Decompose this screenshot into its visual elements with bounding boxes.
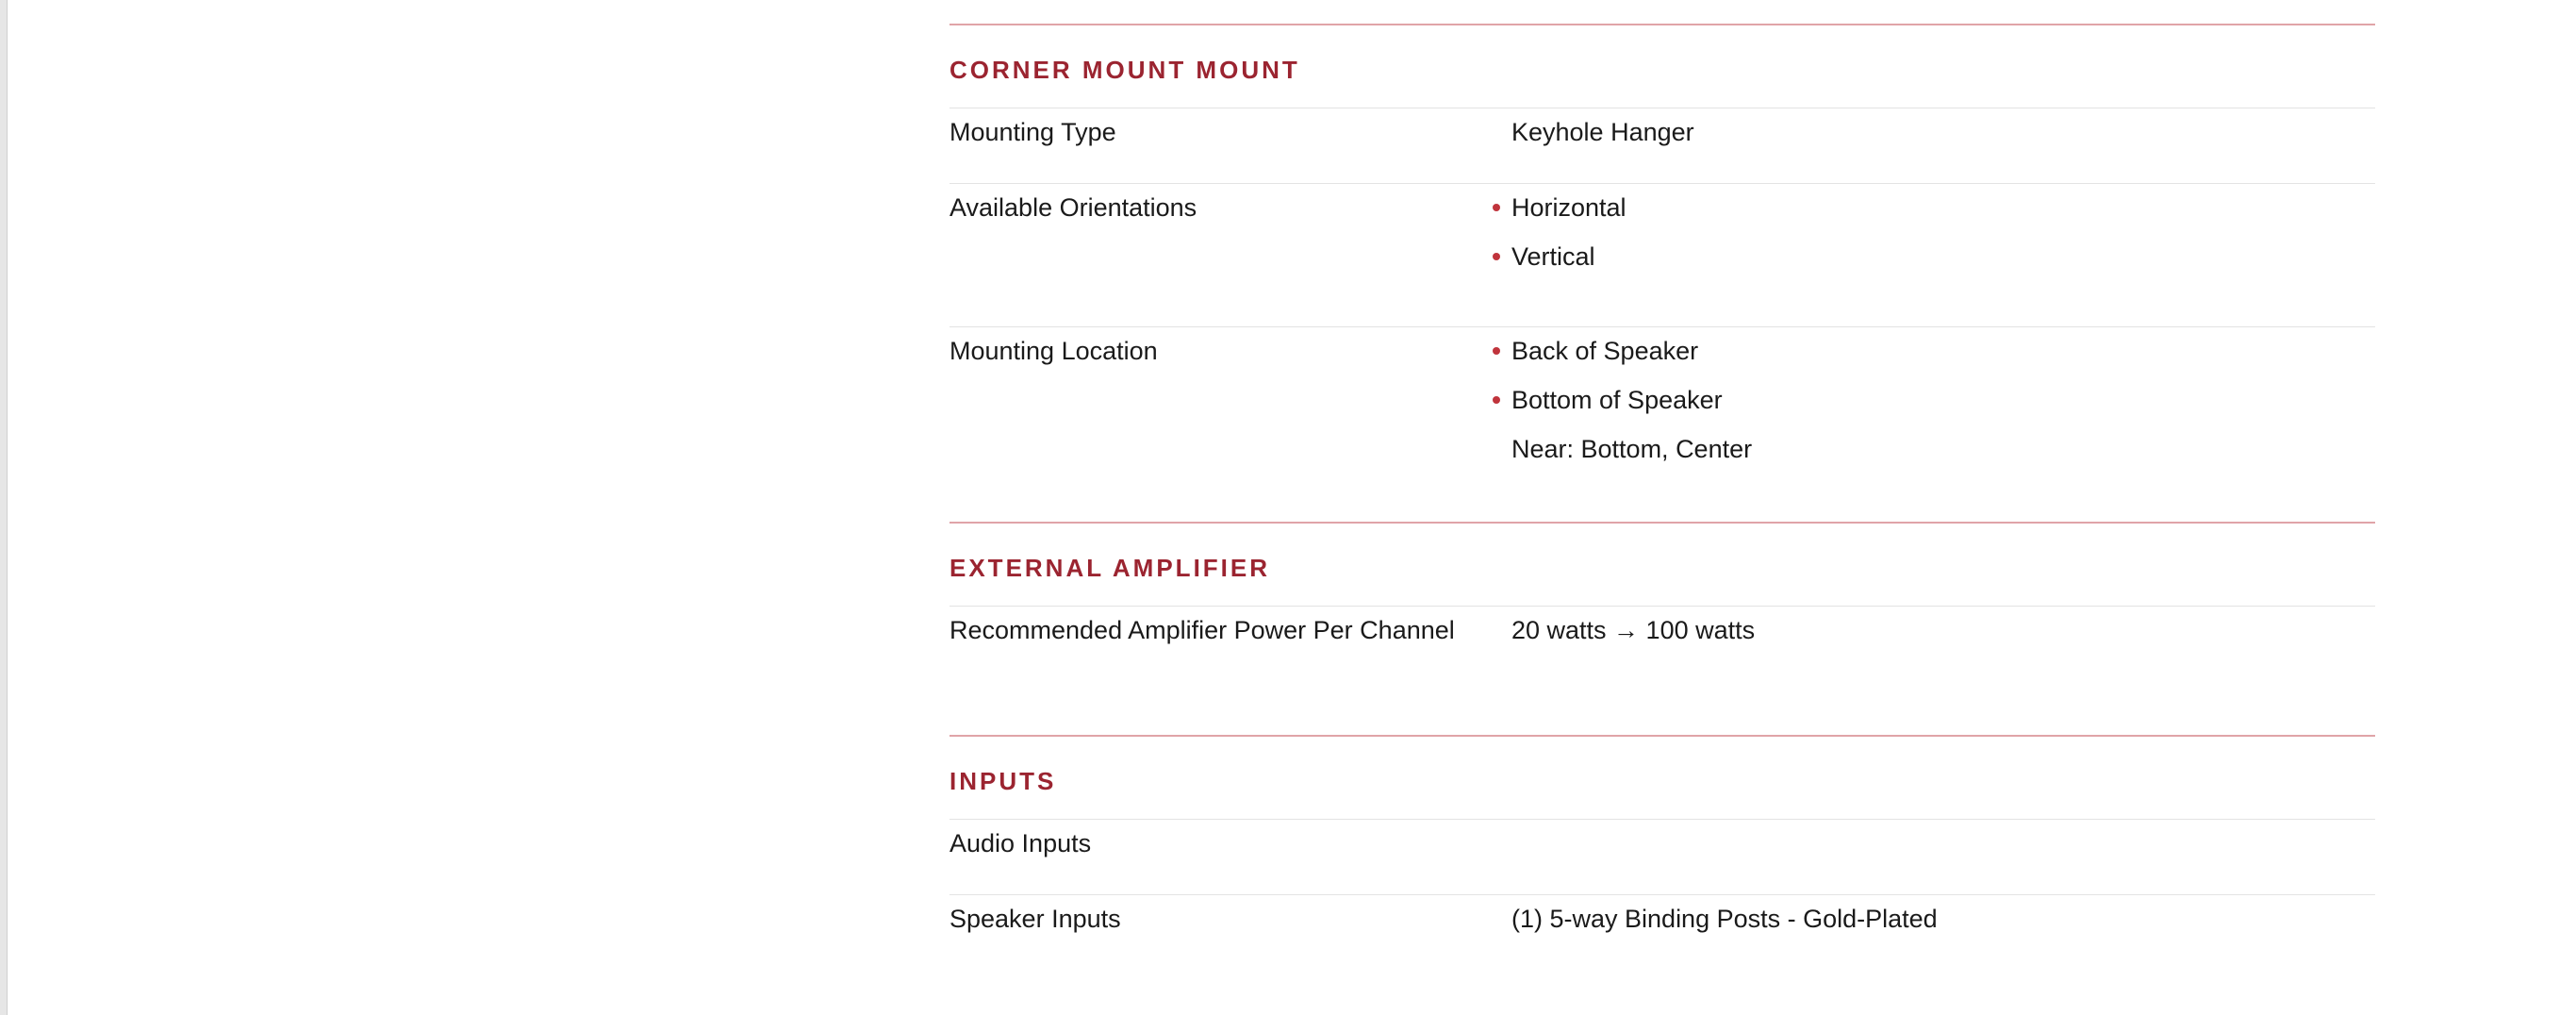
spec-row-recommended-amplifier-power — [949, 607, 2375, 735]
value-item: Vertical — [1511, 241, 2375, 291]
spec-row-audio-inputs — [949, 820, 2375, 895]
spec-label: Mounting Location — [949, 337, 1158, 365]
value-list — [1511, 904, 2375, 953]
section-title: CORNER MOUNT MOUNT — [949, 25, 2375, 108]
value-list — [1511, 336, 2375, 483]
value-item: Keyhole Hanger — [1511, 118, 1694, 146]
spec-row-mounting-type — [949, 108, 2375, 184]
spec-sheet — [949, 24, 2375, 971]
value-item: (1) 5-way Binding Posts - Gold-Plated — [1511, 905, 1938, 933]
page-edge — [0, 0, 8, 1015]
value-item: Horizontal — [1511, 192, 2375, 241]
value-item: 20 watts → 100 watts — [1511, 616, 1756, 644]
spec-label: Available Orientations — [949, 193, 1197, 222]
spec-value — [1511, 108, 2375, 183]
spec-label: Audio Inputs — [949, 829, 1092, 857]
section-title: EXTERNAL AMPLIFIER — [949, 524, 2375, 607]
value-item: Bottom of Speaker — [1511, 385, 2375, 434]
value-item: Near: Bottom, Center — [1511, 435, 1753, 463]
value-list — [1511, 192, 2375, 291]
section-external-amplifier — [949, 522, 2375, 735]
spec-label: Speaker Inputs — [949, 905, 1121, 933]
spec-value — [1511, 607, 2375, 735]
spec-value — [1511, 895, 2375, 971]
spec-row-available-orientations — [949, 184, 2375, 327]
section-title: INPUTS — [949, 737, 2375, 820]
spec-value — [1511, 184, 2375, 326]
spec-label: Recommended Amplifier Power Per Channel — [949, 616, 1455, 644]
section-inputs — [949, 735, 2375, 971]
spec-row-mounting-location — [949, 327, 2375, 522]
value-list — [1511, 615, 2375, 664]
value-list — [1511, 117, 2375, 166]
spec-row-speaker-inputs — [949, 895, 2375, 971]
value-item: Back of Speaker — [1511, 336, 2375, 385]
spec-label: Mounting Type — [949, 118, 1116, 146]
spec-value — [1511, 820, 2375, 894]
section-corner-mount — [949, 24, 2375, 522]
spec-value — [1511, 327, 2375, 522]
